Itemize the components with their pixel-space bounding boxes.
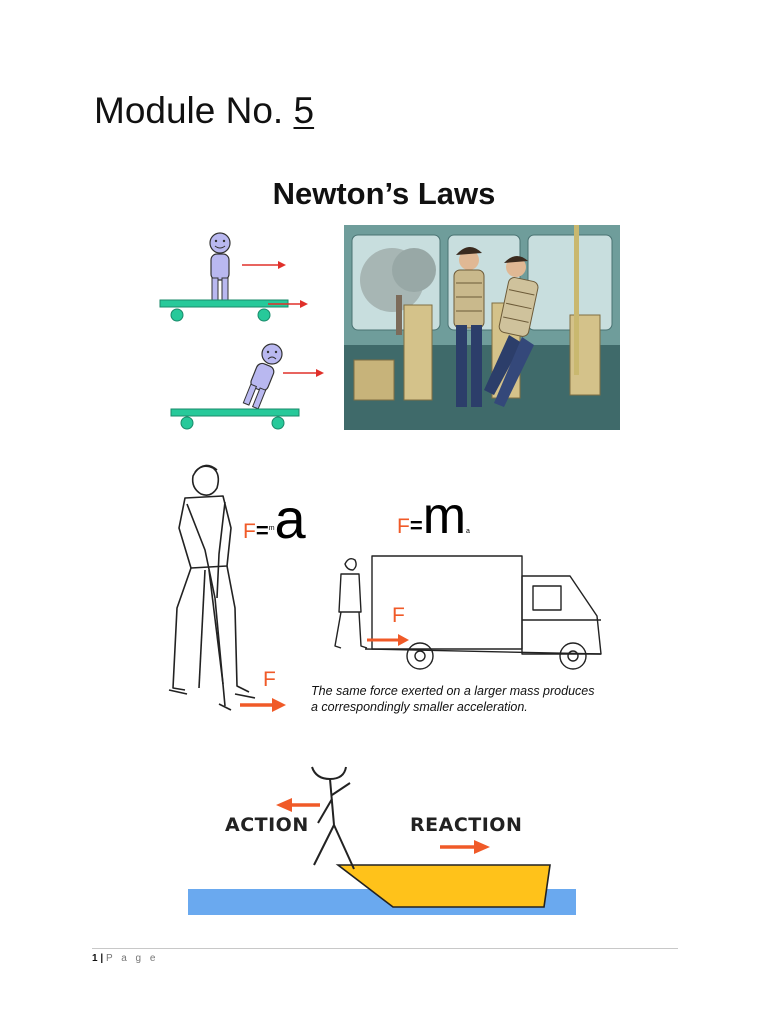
formula-equals: = <box>255 518 269 543</box>
formula-force-symbol: F <box>397 515 410 538</box>
action-label: ACTION <box>225 814 309 836</box>
formula-acceleration-small: a <box>466 528 470 535</box>
bus-passengers-illustration <box>344 225 620 430</box>
stick-figure <box>312 767 354 869</box>
formula-mass-large: m <box>422 487 467 545</box>
falling-figure <box>242 344 282 409</box>
caption-line-2: a correspondingly smaller acceleration. <box>311 700 528 714</box>
page-number: 1 <box>92 953 98 964</box>
module-prefix: Module No. <box>94 90 284 131</box>
formula-small-mass <box>243 486 306 551</box>
formula-equals: = <box>409 513 423 538</box>
golfer-force-arrow <box>240 695 290 715</box>
reaction-label: REACTION <box>410 814 523 836</box>
boat-action-reaction-illustration <box>188 765 578 917</box>
page-word: P a g e <box>105 953 159 964</box>
formula-acceleration-large: a <box>274 487 306 550</box>
page-footer <box>92 953 158 964</box>
footer-divider <box>92 948 678 949</box>
formula-large-mass <box>397 486 470 546</box>
truck-push-illustration <box>325 550 615 675</box>
force-label-truck: F <box>392 604 405 627</box>
footer-separator: | <box>100 953 104 964</box>
caption-line-1: The same force exerted on a larger mass produces <box>311 684 595 698</box>
standing-figure <box>210 233 230 300</box>
module-number: 5 <box>293 90 315 131</box>
document-title: Newton’s Laws <box>272 176 496 211</box>
formula-force-symbol: F <box>243 520 256 543</box>
force-label-golfer: F <box>263 668 276 691</box>
skateboard-inertia-illustration <box>150 228 335 438</box>
formula-mass-small: m <box>268 525 275 532</box>
module-heading <box>94 90 314 132</box>
